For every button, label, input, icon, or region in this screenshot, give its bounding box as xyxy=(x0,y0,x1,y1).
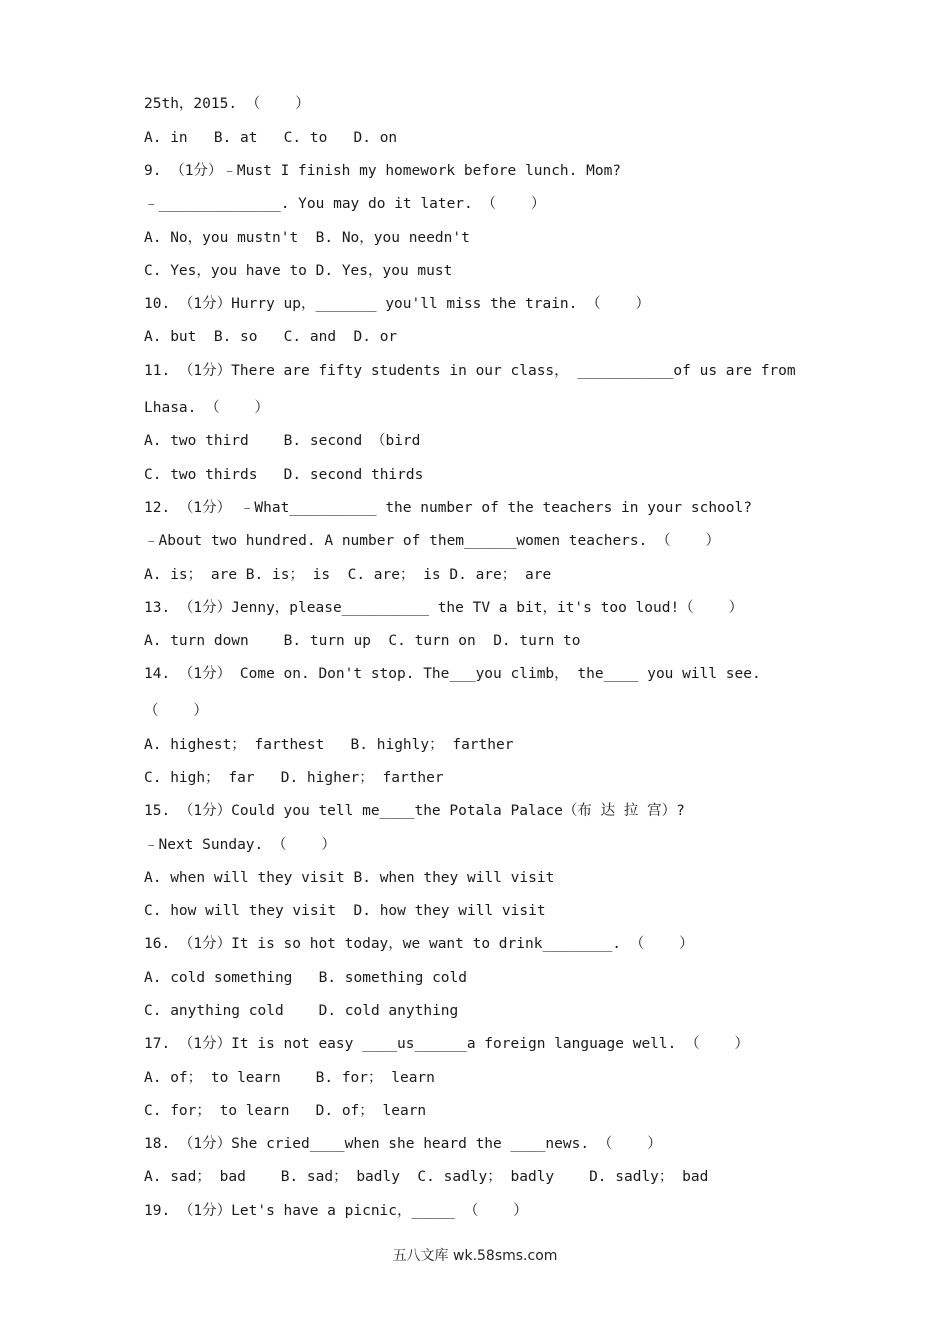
text-line: 25th，2015. （ ） xyxy=(144,96,310,112)
text-line: ﹣About two hundred. A number of them______women teachers. （ ） xyxy=(144,533,721,549)
question-10: 10. （1分）Hurry up，_______ you'll miss the train. （ ） xyxy=(144,296,651,312)
text-line: ﹣______________. You may do it later. （ ） xyxy=(144,196,546,212)
text-line: Lhasa. （ ） xyxy=(144,400,270,416)
text-line: C. high； far D. higher； farther xyxy=(144,770,444,786)
text-line: C. Yes，you have to D. Yes，you must xyxy=(144,263,453,279)
text-line: A. two third B. second （bird xyxy=(144,433,421,449)
question-17: 17. （1分）It is not easy ____us______a foreign language well. （ ） xyxy=(144,1036,750,1052)
text-line: A. is； are B. is； is C. are； is D. are； are xyxy=(144,567,552,583)
question-14: 14. （1分） Come on. Don't stop. The___you climb， the____ you will see. xyxy=(144,666,761,682)
text-line: C. anything cold D. cold anything xyxy=(144,1003,459,1019)
text-line: A. of； to learn B. for； learn xyxy=(144,1070,435,1086)
text-line: C. how will they visit D. how they will visit xyxy=(144,903,546,919)
question-13: 13. （1分）Jenny，please__________ the TV a bit，it's too loud!（ ） xyxy=(144,600,744,616)
text-line: A. when will they visit B. when they will visit xyxy=(144,870,555,886)
text-line: C. two thirds D. second thirds xyxy=(144,467,424,483)
question-19: 19. （1分）Let's have a picnic，_____ （ ） xyxy=(144,1203,528,1219)
text-line: （ ） xyxy=(144,703,208,719)
text-line: A. No，you mustn't B. No，you needn't xyxy=(144,230,470,246)
text-line: A. cold something B. something cold xyxy=(144,970,468,986)
question-16: 16. （1分）It is so hot today，we want to drink________. （ ） xyxy=(144,936,694,952)
question-11: 11. （1分）There are fifty students in our class， ___________of us are from xyxy=(144,363,796,379)
text-line: A. but B. so C. and D. or xyxy=(144,329,398,345)
text-line: A. in B. at C. to D. on xyxy=(144,130,398,146)
question-18: 18. （1分）She cried____when she heard the ____news. （ ） xyxy=(144,1136,662,1152)
text-line: A. turn down B. turn up C. turn on D. turn to xyxy=(144,633,581,649)
footer-watermark: 五八文库 wk.58sms.com xyxy=(392,1248,558,1264)
question-15: 15. （1分）Could you tell me____the Potala Palace（布 达 拉 宫）? xyxy=(144,803,685,819)
text-line: ﹣Next Sunday. （ ） xyxy=(144,837,336,853)
question-12: 12. （1分） ﹣What__________ the number of the teachers in your school? xyxy=(144,500,752,516)
text-line: A. highest； farthest B. highly； farther xyxy=(144,737,514,753)
question-9: 9. （1分）﹣Must I finish my homework before lunch. Mom? xyxy=(144,163,622,179)
text-line: C. for； to learn D. of； learn xyxy=(144,1103,427,1119)
text-line: A. sad； bad B. sad； badly C. sadly； badly D. sadly； bad xyxy=(144,1169,709,1185)
